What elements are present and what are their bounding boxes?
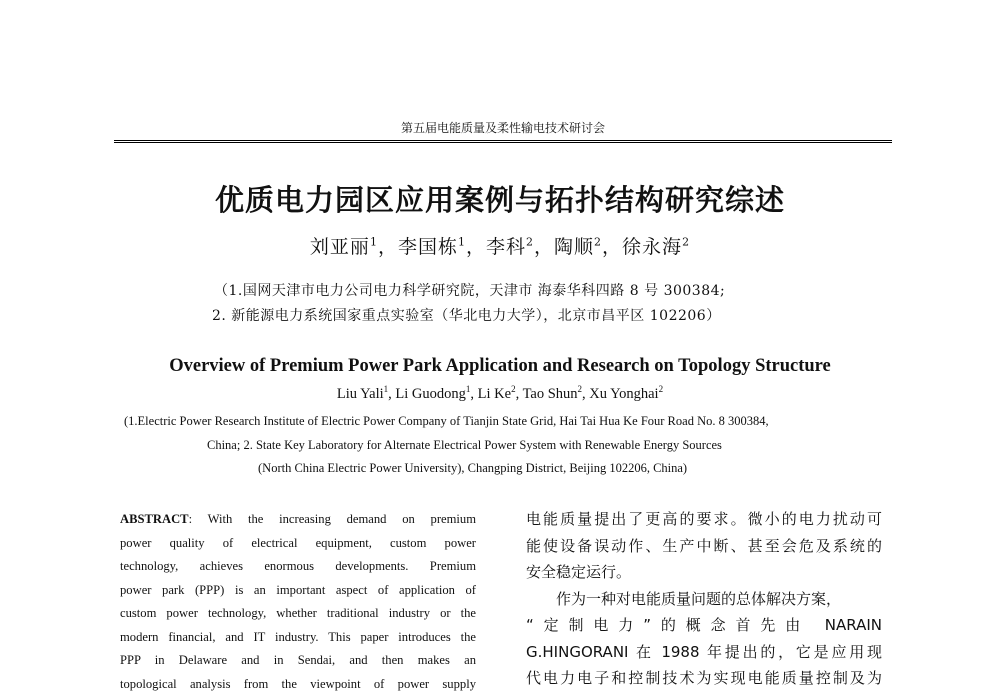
body-line: 电能质量提出了更高的要求。微小的电力扰动可 (526, 506, 882, 533)
english-affiliation-line-1: (1.Electric Power Research Institute of Electric Power Company of Tianjin State Grid, Hai Tai Hua Ke Four Road No. 8 300384, (124, 414, 769, 429)
body-text-column (526, 506, 882, 692)
chinese-author-affiliation-mark: 2 (526, 236, 534, 249)
chinese-author-separator: ， (602, 236, 622, 258)
body-line: 代电力电子和控制技术为实现电能质量控制及为 (526, 665, 882, 692)
english-author-separator: , (470, 386, 477, 402)
abstract-line: topological analysis from the viewpoint of power supply (120, 673, 476, 696)
english-author-separator: , (582, 386, 589, 402)
chinese-affiliation-line-2: 2. 新能源电力系统国家重点实验室（华北电力大学），北京市昌平区 102206） (212, 305, 721, 325)
english-author-separator: , (388, 386, 395, 402)
english-author-name: Li Ke (478, 386, 511, 402)
chinese-author-separator: ， (534, 236, 554, 258)
abstract-line: power park (PPP) is an important aspect of application of (120, 579, 476, 603)
english-author-separator: , (516, 386, 523, 402)
english-author-affiliation-mark: 2 (511, 384, 516, 394)
abstract-line: custom power technology, whether traditional industry or the (120, 602, 476, 626)
body-line: “定制电力”的概念首先由 NARAIN (526, 612, 882, 639)
english-title: Overview of Premium Power Park Application and Research on Topology Structure (0, 356, 1000, 377)
chinese-affiliation-line-1: （1.国网天津市电力公司电力科学研究院，天津市 海泰华科四路 8 号 300384; (214, 280, 725, 300)
body-line: 作为一种对电能质量问题的总体解决方案， (526, 586, 882, 613)
body-line: 安全稳定运行。 (526, 559, 882, 586)
english-author-affiliation-mark: 2 (578, 384, 583, 394)
chinese-title: 优质电力园区应用案例与拓扑结构研究综述 (0, 178, 1000, 219)
english-affiliation-line-3: (North China Electric Power University), Changping District, Beijing 102206, China) (258, 461, 687, 476)
english-affiliation-line-2: China; 2. State Key Laboratory for Alternate Electrical Power System with Renewable Energy Sources (207, 438, 722, 453)
chinese-author-affiliation-mark: 1 (458, 236, 466, 249)
chinese-author-affiliation-mark: 1 (370, 236, 378, 249)
english-author-name: Tao Shun (523, 386, 578, 402)
chinese-author-name: 刘亚丽 (310, 236, 370, 258)
abstract-line: modern financial, and IT industry. This paper introduces the (120, 626, 476, 650)
english-author-name: Xu Yonghai (589, 386, 658, 402)
english-author-name: Liu Yali (337, 386, 384, 402)
abstract-line: ABSTRACT: With the increasing demand on premium (120, 508, 476, 532)
abstract-column (120, 508, 476, 696)
abstract-label: ABSTRACT (120, 512, 189, 526)
chinese-authors (0, 232, 1000, 259)
abstract-line: technology, achieves enormous developments. Premium (120, 555, 476, 579)
english-author-affiliation-mark: 2 (659, 384, 664, 394)
body-line: 能使设备误动作、生产中断、甚至会危及系统的 (526, 533, 882, 560)
chinese-author-separator: ， (466, 236, 486, 258)
chinese-author-name: 徐永海 (622, 236, 682, 258)
chinese-author-affiliation-mark: 2 (682, 236, 690, 249)
chinese-author-name: 陶顺 (554, 236, 594, 258)
running-header: 第五届电能质量及柔性输电技术研讨会 (114, 119, 892, 139)
abstract-line: PPP in Delaware and in Sendai, and then makes an (120, 649, 476, 673)
chinese-author-separator: ， (378, 236, 398, 258)
header-rule (114, 140, 892, 143)
chinese-author-name: 李国栋 (398, 236, 458, 258)
english-author-affiliation-mark: 1 (466, 384, 471, 394)
abstract-line: power quality of electrical equipment, custom power (120, 532, 476, 556)
english-author-affiliation-mark: 1 (384, 384, 389, 394)
chinese-author-affiliation-mark: 2 (594, 236, 602, 249)
body-line: G.HINGORANI 在 1988 年提出的，它是应用现 (526, 639, 882, 666)
english-authors (0, 384, 1000, 403)
chinese-author-name: 李科 (486, 236, 526, 258)
english-author-name: Li Guodong (395, 386, 465, 402)
